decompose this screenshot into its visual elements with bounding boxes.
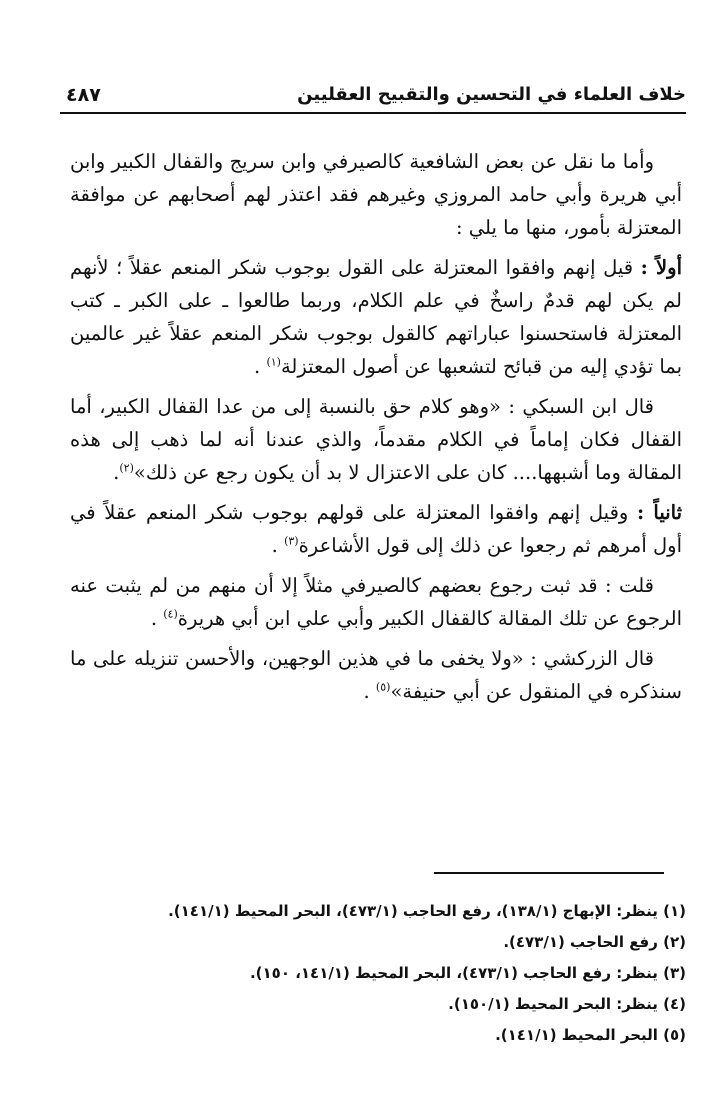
paragraph-text: قال الزركشي : «ولا يخفى ما في هذين الوجهين، والأحسن تنزيله على ما سنذكره في المنقول عن أبي حنيفة» — [70, 647, 682, 703]
paragraph-text: وقيل إنهم وافقوا المعتزلة على قولهم بوجوب شكر المنعم عقلاً في أول أمرهم ثم رجعوا عن ذلك إلى قول الأشاعرة — [70, 501, 682, 557]
footnote-5: (٥) البحر المحيط (١٤١/١). — [495, 1026, 686, 1044]
running-title: خلاف العلماء في التحسين والتقبيح العقليين — [297, 84, 686, 105]
paragraph-intro — [70, 145, 682, 244]
footnote-ref: (٣) — [284, 534, 299, 548]
paragraph-lead: أولاً : — [640, 256, 682, 279]
footnotes — [60, 896, 686, 1051]
footnote-ref: (١) — [266, 355, 281, 369]
paragraph-text: قال ابن السبكي : «وهو كلام حق بالنسبة إلى من عدا القفال الكبير، أما القفال فكان إماماً في الكلام مقدماً، والذي عندنا أنه لما ذهب إلى هذه المقالة وما أشبهها.... كان على الاعتزال لا بد أن يكون رجع عن ذلك» — [70, 395, 682, 484]
page-header — [60, 80, 686, 114]
footnote-ref: (٤) — [163, 607, 178, 621]
footnote-4: (٤) ينظر: البحر المحيط (١٥٠/١). — [448, 995, 686, 1013]
paragraph-text: قيل إنهم وافقوا المعتزلة على القول بوجوب شكر المنعم عقلاً ؛ لأنهم لم يكن لهم قدمٌ راسخٌ في علم الكلام، وربما طالعوا ـ على الكبر ـ كتب المعتزلة فاستحسنوا عباراتهم كالقول بوجوب شكر المنعم عقلاً غير عالمين بما تؤدي إليه من قبائح لتشعبها عن أصول المعتزلة — [70, 256, 682, 378]
footnote-2: (٢) رفع الحاجب (٤٧٣/١). — [503, 933, 686, 951]
page-number: ٤٨٧ — [66, 84, 101, 106]
footnote-1: (١) ينظر: الإبهاج (١٣٨/١)، رفع الحاجب (٤٧٣/١)، البحر المحيط (١٤١/١). — [168, 902, 686, 920]
paragraph-tail: . — [254, 355, 267, 378]
paragraph-lead: ثانياً : — [636, 501, 683, 524]
paragraph-tail: . — [113, 461, 120, 484]
paragraph-text: قد ثبت رجوع بعضهم كالصيرفي مثلاً إلا أن منهم من لم يثبت عنه الرجوع عن تلك المقالة كالقفال الكبير وأبي علي ابن أبي هريرة — [70, 574, 682, 630]
paragraph-author-remark — [70, 569, 682, 635]
footnote-ref: (٢) — [119, 461, 134, 475]
main-text — [70, 145, 682, 715]
paragraph-tail: . — [150, 607, 164, 630]
paragraph-text: وأما ما نقل عن بعض الشافعية كالصيرفي وابن سريج والقفال الكبير وابن أبي هريرة وأبي حامد المروزي وغيرهم فقد اعتذر لهم أصحابهم عن موافقة المعتزلة بأمور، منها ما يلي : — [70, 150, 682, 239]
footnote-ref: (٥) — [375, 680, 391, 694]
paragraph-first-reason — [70, 251, 682, 383]
paragraph-zarkashi-quote — [70, 642, 682, 708]
paragraph-tail: . — [271, 534, 285, 557]
paragraph-subki-quote — [70, 390, 682, 489]
paragraph-lead: قلت : — [605, 574, 654, 597]
footnote-3: (٣) ينظر: رفع الحاجب (٤٧٣/١)، البحر المحيط (١٤١/١، ١٥٠). — [249, 964, 686, 982]
footnote-divider — [434, 872, 664, 874]
paragraph-second-reason — [70, 496, 682, 562]
paragraph-tail: . — [363, 680, 376, 703]
